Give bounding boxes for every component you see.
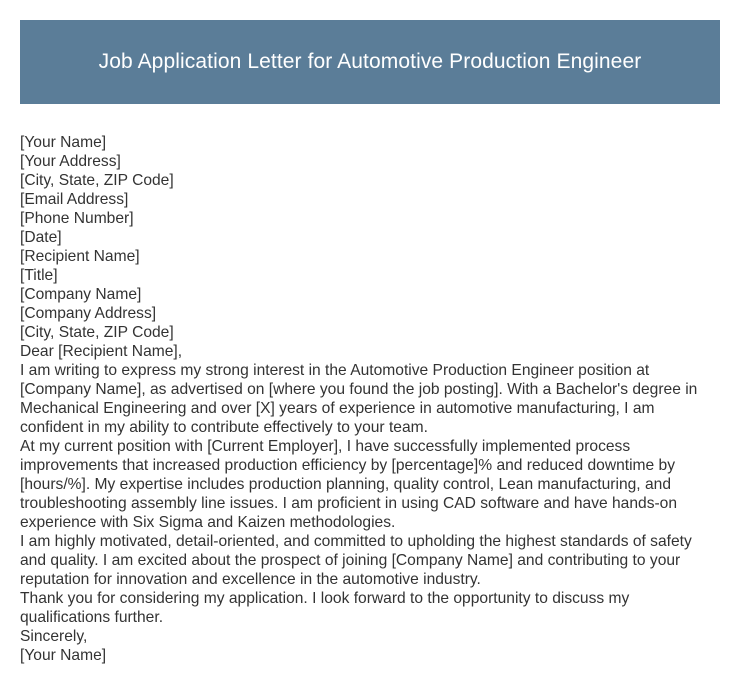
paragraph-thanks: Thank you for considering my application. I look forward to the opportunity to discuss my qualifications further. [20, 590, 630, 626]
sender-address: [Your Address] [20, 153, 121, 170]
sender-city-state-zip: [City, State, ZIP Code] [20, 172, 174, 189]
letter-body [20, 133, 720, 665]
recipient-name: [Recipient Name] [20, 248, 140, 265]
recipient-address: [Company Address] [20, 305, 157, 322]
paragraph-motivation: I am highly motivated, detail-oriented, and committed to upholding the highest standards of safety and quality. I am excited about the prospect of joining [Company Name] and contributing to your reputation for innovation and excellence in the automotive industry. [20, 533, 692, 588]
sender-phone: [Phone Number] [20, 210, 134, 227]
letter-date: [Date] [20, 229, 62, 246]
recipient-title: [Title] [20, 267, 58, 284]
sender-email: [Email Address] [20, 191, 129, 208]
salutation: Dear [Recipient Name], [20, 343, 183, 360]
recipient-company: [Company Name] [20, 286, 142, 303]
page-title: Job Application Letter for Automotive Production Engineer [98, 50, 642, 73]
paragraph-intro: I am writing to express my strong interest in the Automotive Production Engineer position at [Company Name], as advertised on [where you found the job posting]. With a Bachelor's degree in Mechanical Engineering and over [X] years of experience in automotive manufacturing, I am confident in my ability to contribute effectively to your team. [20, 362, 698, 436]
page-header [20, 20, 720, 104]
closing: Sincerely, [20, 628, 88, 645]
signature-name: [Your Name] [20, 647, 107, 664]
paragraph-experience: At my current position with [Current Employer], I have successfully implemented process improvements that increased production efficiency by [percentage]% and reduced downtime by [hours/%]. My expertise includes production planning, quality control, Lean manufacturing, and troubleshooting assembly line issues. I am proficient in using CAD software and have hands-on experience with Six Sigma and Kaizen methodologies. [20, 438, 678, 531]
sender-name: [Your Name] [20, 134, 107, 151]
recipient-city-state-zip: [City, State, ZIP Code] [20, 324, 174, 341]
